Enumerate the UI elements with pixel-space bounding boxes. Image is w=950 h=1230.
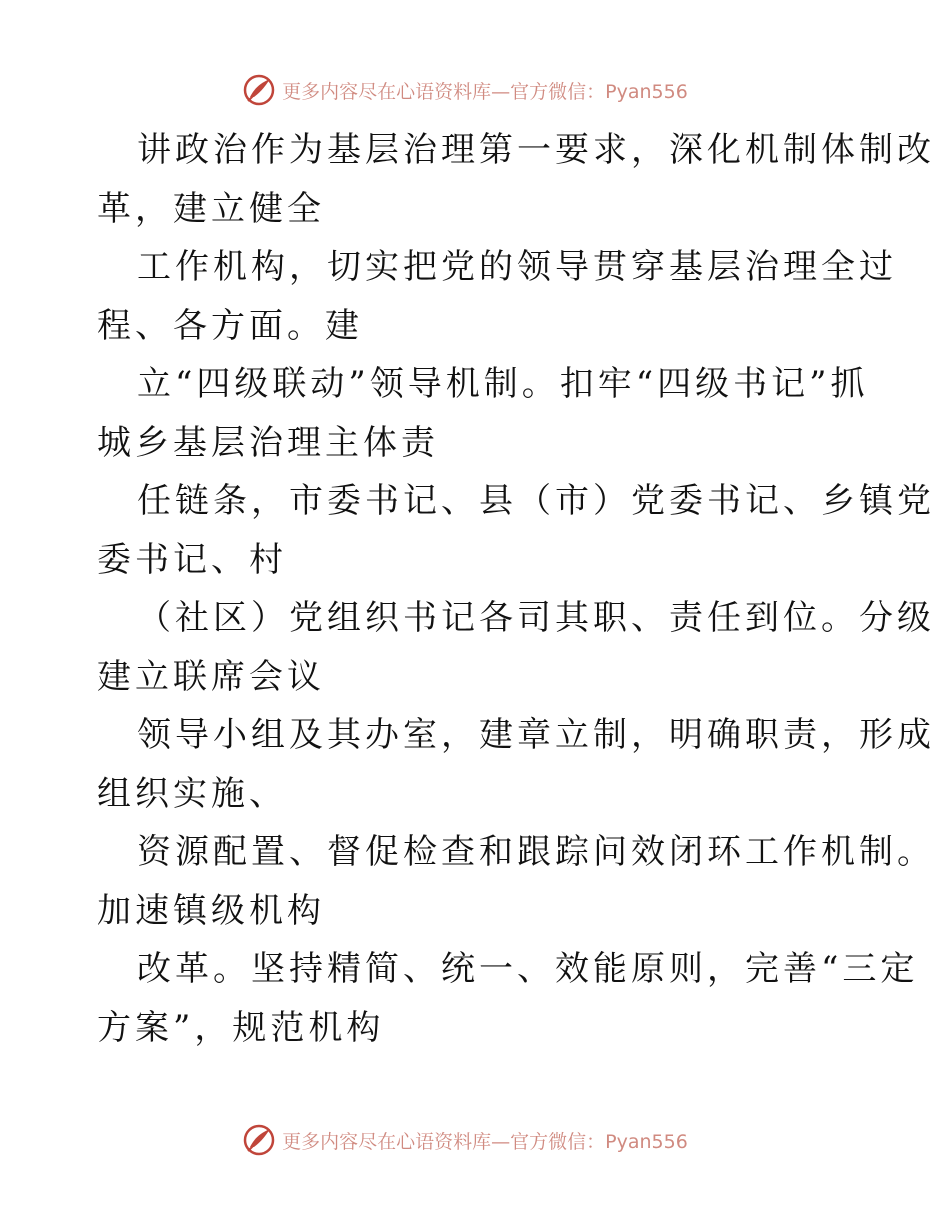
text-line: 立“四级联动”领导机制。扣牢“四级书记”抓 xyxy=(137,364,869,404)
quill-logo-icon xyxy=(242,1123,276,1157)
text-line: 组织实施、 xyxy=(97,773,287,814)
text-line: 建立联席会议 xyxy=(97,656,325,697)
footer-watermark xyxy=(0,1120,950,1160)
text-line: 程、各方面。建 xyxy=(97,305,363,346)
text-line: 工作机构，切实把党的领导贯穿基层治理全过 xyxy=(137,247,897,287)
watermark-text: 更多内容尽在心语资料库—官方微信：Pyan556 xyxy=(282,80,688,103)
text-line: 方案”，规范机构 xyxy=(97,1007,385,1048)
text-line: 领导小组及其办室，建章立制，明确职责，形成 xyxy=(137,715,935,755)
text-line: 讲政治作为基层治理第一要求，深化机制体制改 xyxy=(137,130,935,170)
text-line: 委书记、村 xyxy=(97,539,287,580)
text-line: 任链条，市委书记、县（市）党委书记、乡镇党 xyxy=(137,481,935,521)
text-line: 加速镇级机构 xyxy=(97,890,325,931)
header-watermark xyxy=(0,70,950,110)
text-line: 改革。坚持精简、统一、效能原则，完善“三定 xyxy=(137,949,919,989)
quill-logo-icon xyxy=(242,73,276,107)
text-line: （社区）党组织书记各司其职、责任到位。分级 xyxy=(137,598,935,638)
watermark-text: 更多内容尽在心语资料库—官方微信：Pyan556 xyxy=(282,1130,688,1153)
text-line: 城乡基层治理主体责 xyxy=(97,422,439,463)
document-body xyxy=(97,121,935,1057)
text-line: 资源配置、督促检查和跟踪问效闭环工作机制。 xyxy=(137,832,935,872)
text-line: 革，建立健全 xyxy=(97,188,325,229)
